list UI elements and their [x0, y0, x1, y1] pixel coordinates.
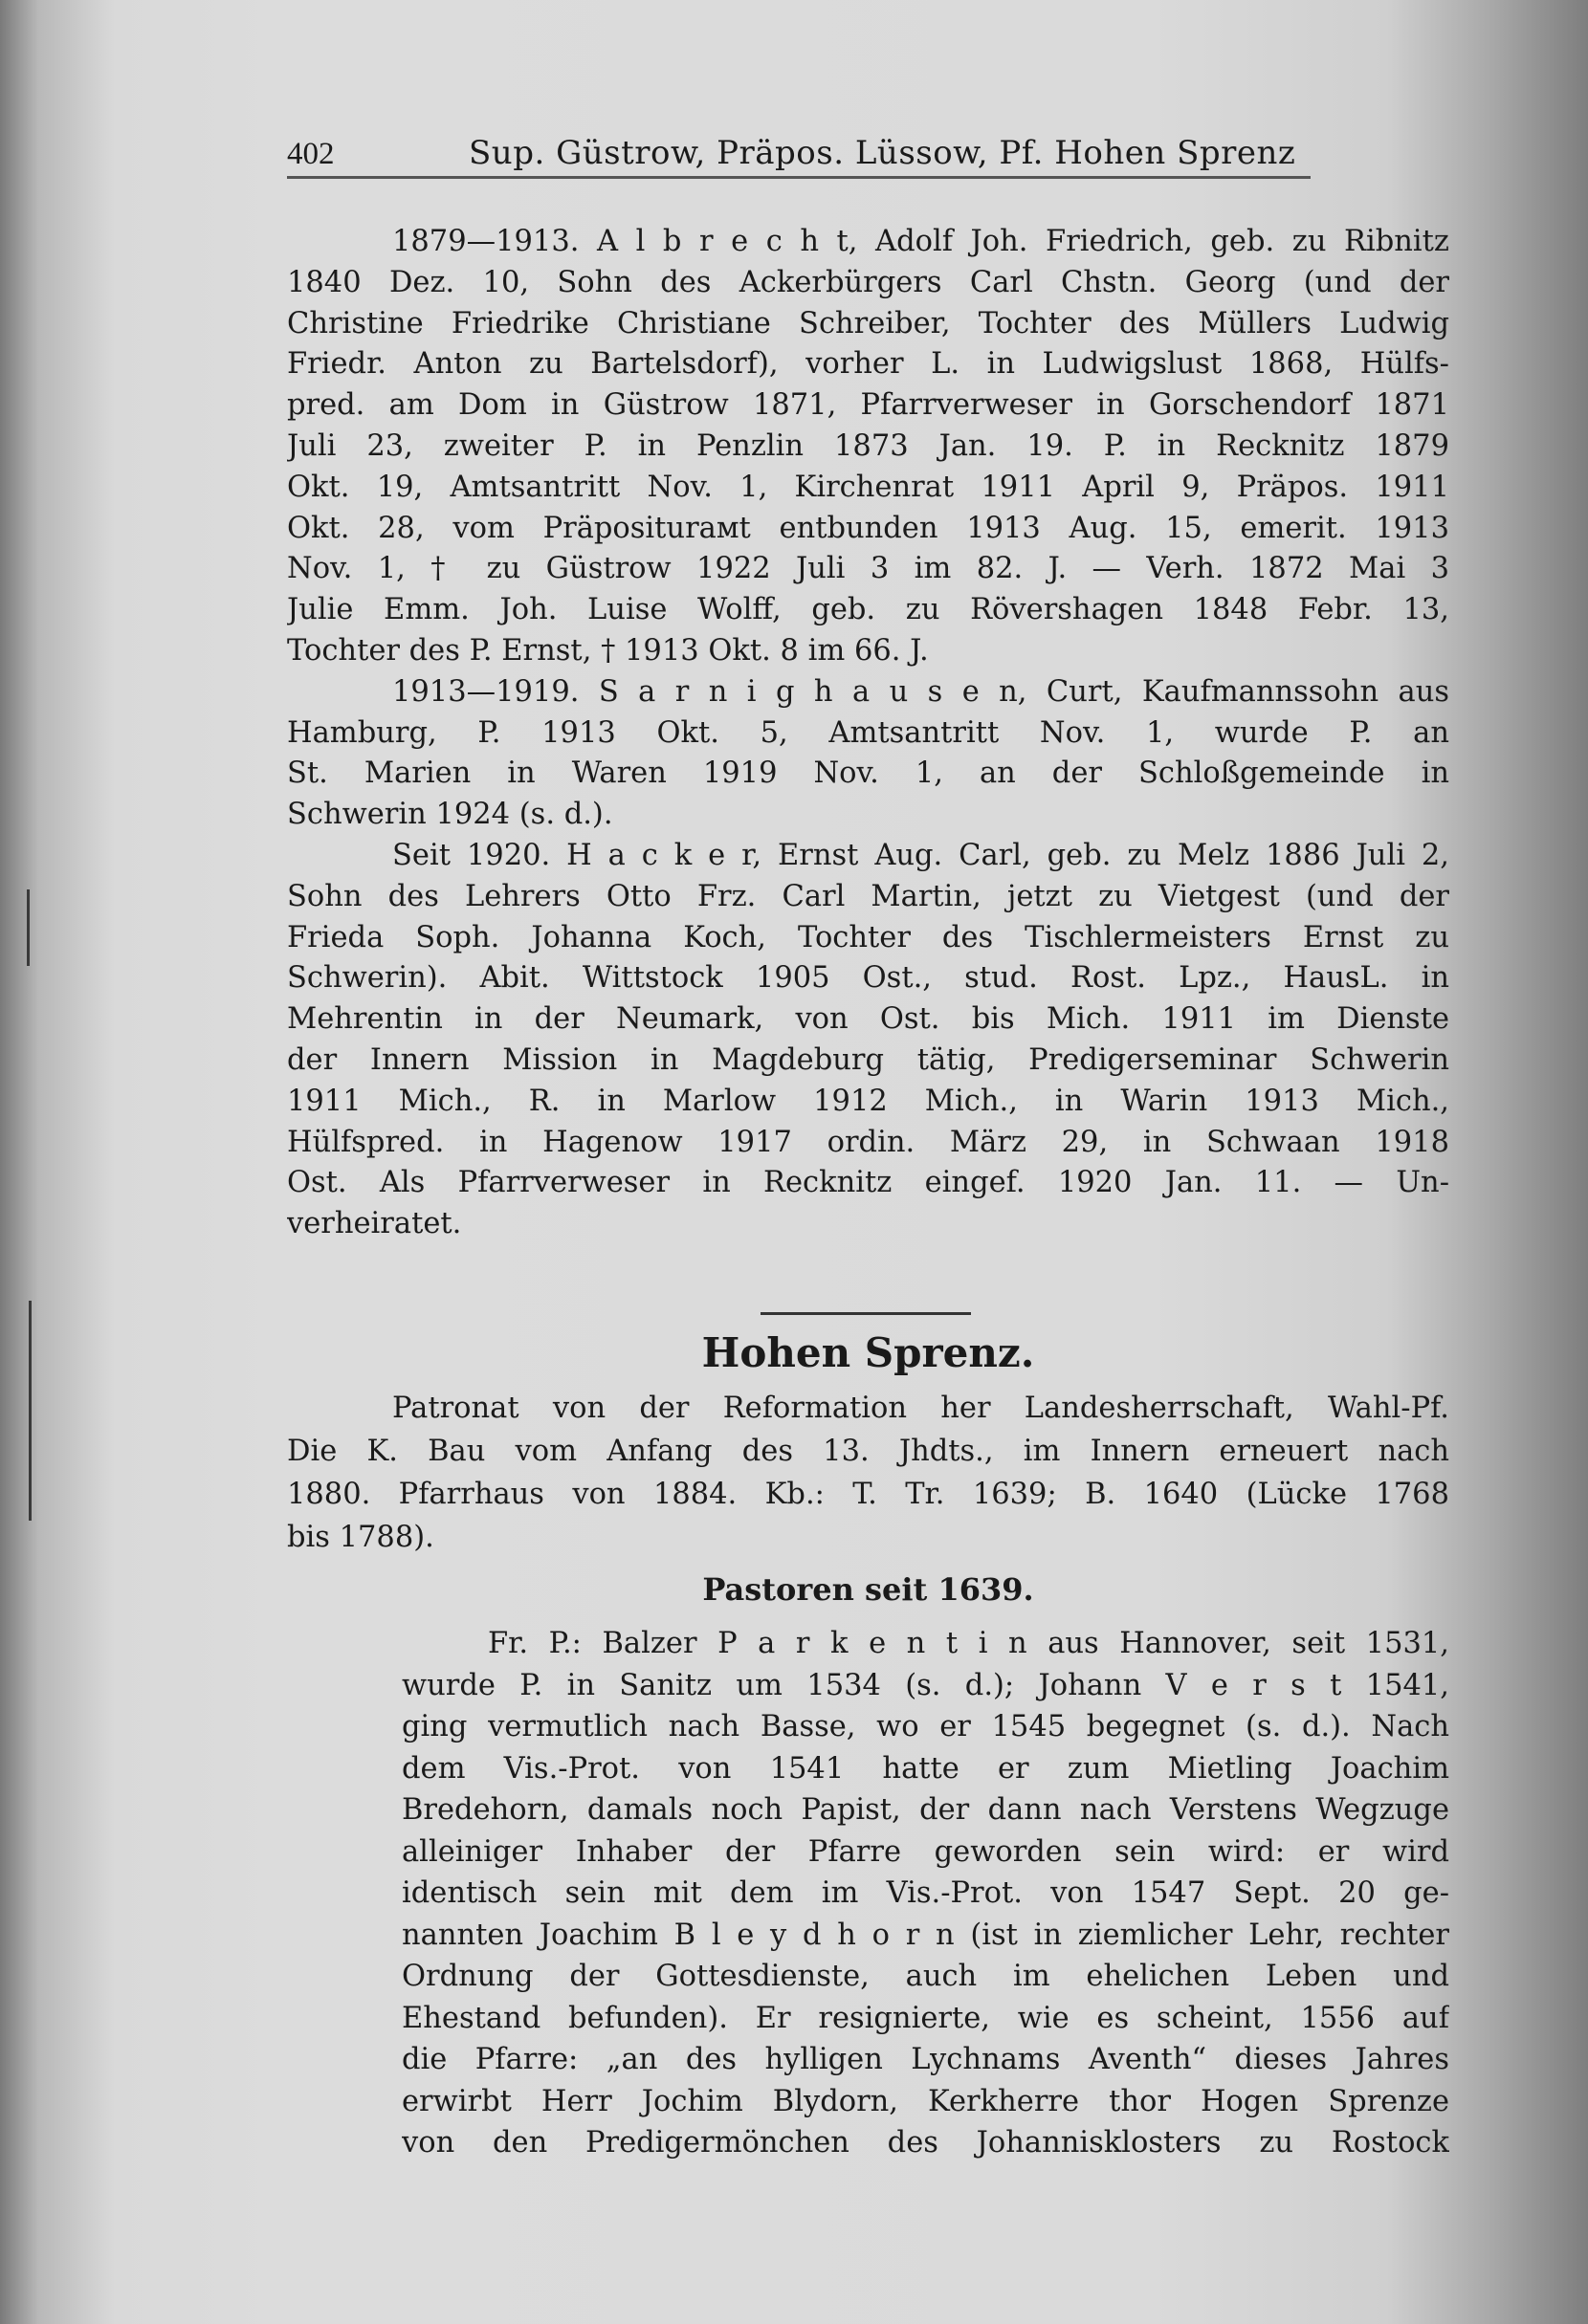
running-head-title: Sup. Güstrow, Präpos. Lüssow, Pf. Hohen Sprenz	[469, 134, 1296, 172]
text-line: Friedr. Anton zu Bartelsdorf), vorher L. in Ludwigslust 1868, Hülfs-	[287, 347, 1449, 382]
page-number: 402	[287, 137, 335, 171]
section-intro	[287, 1387, 1449, 1559]
text-line: Ordnung der Gottesdienste, auch im ehelichen Leben und	[402, 1960, 1449, 1993]
text-line: nannten Joachim B l e y d h o r n (ist in ziemlicher Lehr, rechter	[402, 1918, 1449, 1952]
text-line: Christine Friedrike Christiane Schreiber, Tochter des Müllers Ludwig	[287, 306, 1449, 340]
pastor-entries	[287, 222, 1449, 1245]
section-title: Hohen Sprenz.	[701, 1329, 1035, 1376]
text-line: verheiratet.	[287, 1207, 462, 1241]
text-line: pred. am Dom in Güstrow 1871, Pfarrverweser in Gorschendorf 1871	[287, 388, 1449, 423]
early-pastors-note	[402, 1623, 1449, 2164]
text-line: alleiniger Inhaber der Pfarre geworden sein wird: er wird	[402, 1834, 1449, 1869]
text-line: Sohn des Lehrers Otto Frz. Carl Martin, jetzt zu Vietgest (und der	[287, 879, 1449, 913]
text-line: Schwerin). Abit. Wittstock 1905 Ost., stud. Rost. Lpz., HausL. in	[287, 961, 1449, 996]
text-line: Tochter des P. Ernst, † 1913 Okt. 8 im 66. J.	[287, 633, 929, 668]
section-divider	[761, 1312, 971, 1315]
text-line: identisch sein mit dem im Vis.-Prot. von 1547 Sept. 20 ge-	[402, 1876, 1449, 1910]
binding-shadow-mark	[29, 1301, 32, 1521]
text-line: dem Vis.-Prot. von 1541 hatte er zum Mietling Joachim	[402, 1751, 1449, 1786]
text-line: Ehestand befunden). Er resignierte, wie es scheint, 1556 auf	[402, 2001, 1449, 2035]
text-line: Schwerin 1924 (s. d.).	[287, 798, 613, 832]
text-line: Bredehorn, damals noch Papist, der dann nach Verstens Wegzuge	[402, 1793, 1449, 1827]
text-line: 1879—1913. A l b r e c h t, Adolf Joh. Friedrich, geb. zu Ribnitz	[392, 225, 1449, 258]
text-line: Okt. 19, Amtsantritt Nov. 1, Kirchenrat 1911 April 9, Präpos. 1911	[287, 470, 1449, 504]
header-rule	[287, 176, 1311, 179]
text-line: der Innern Mission in Magdeburg tätig, Predigerseminar Schwerin	[287, 1042, 1449, 1077]
subsection-title: Pastoren seit 1639.	[702, 1571, 1034, 1608]
text-line: 1911 Mich., R. in Marlow 1912 Mich., in Warin 1913 Mich.,	[287, 1084, 1449, 1118]
text-line: Seit 1920. H a c k e r, Ernst Aug. Carl, geb. zu Melz 1886 Juli 2,	[392, 838, 1449, 872]
text-line: 1913—1919. S a r n i g h a u s e n, Curt, Kaufmannssohn aus	[392, 674, 1449, 709]
text-line: Ost. Als Pfarrverweser in Recknitz eingef. 1920 Jan. 11. — Un-	[287, 1166, 1449, 1200]
text-line: Frieda Soph. Johanna Koch, Tochter des Tischlermeisters Ernst zu	[287, 920, 1449, 954]
text-line: Die K. Bau vom Anfang des 13. Jhdts., im Innern erneuert nach	[287, 1435, 1449, 1468]
text-line: 1840 Dez. 10, Sohn des Ackerbürgers Carl Chstn. Georg (und der	[287, 265, 1449, 299]
text-line: Patronat von der Reformation her Landesherrschaft, Wahl-Pf.	[392, 1392, 1449, 1425]
text-line: von den Predigermönchen des Johannisklosters zu Rostock	[402, 2126, 1449, 2160]
text-line: bis 1788).	[287, 1521, 434, 1554]
text-line: wurde P. in Sanitz um 1534 (s. d.); Johann V e r s t 1541,	[402, 1668, 1449, 1702]
text-line: Juli 23, zweiter P. in Penzlin 1873 Jan. 19. P. in Recknitz 1879	[287, 428, 1449, 463]
text-line: Hamburg, P. 1913 Okt. 5, Amtsantritt Nov. 1, wurde P. an	[287, 715, 1449, 750]
entry-albrecht	[287, 222, 1449, 672]
text-line: die Pfarre: „an des hylligen Lychnams Aventh“ dieses Jahres	[402, 2043, 1449, 2076]
text-line: Fr. P.: Balzer P a r k e n t i n aus Hannover, seit 1531,	[488, 1627, 1449, 1660]
text-line: 1880. Pfarrhaus von 1884. Kb.: T. Tr. 1639; B. 1640 (Lücke 1768	[287, 1478, 1449, 1511]
running-head	[287, 126, 1301, 172]
text-line: Okt. 28, vom Präpositurамt entbunden 1913 Aug. 15, emerit. 1913	[287, 511, 1449, 545]
text-line: Hülfspred. in Hagenow 1917 ordin. März 29, in Schwaan 1918	[287, 1125, 1449, 1159]
binding-shadow-mark	[27, 889, 30, 966]
text-line: St. Marien in Waren 1919 Nov. 1, an der Schloßgemeinde in	[287, 756, 1449, 791]
entry-hacker	[287, 836, 1449, 1245]
entry-sarnighausen	[287, 672, 1449, 836]
text-line: Mehrentin in der Neumark, von Ost. bis Mich. 1911 im Dienste	[287, 1002, 1449, 1037]
text-line: Julie Emm. Joh. Luise Wolff, geb. zu Rövershagen 1848 Febr. 13,	[287, 593, 1449, 627]
text-line: Nov. 1, † zu Güstrow 1922 Juli 3 im 82. J. — Verh. 1872 Mai 3	[287, 552, 1449, 586]
text-line: erwirbt Herr Jochim Blydorn, Kerkherre thor Hogen Sprenze	[402, 2084, 1449, 2118]
text-line: ging vermutlich nach Basse, wo er 1545 begegnet (s. d.). Nach	[402, 1710, 1449, 1743]
